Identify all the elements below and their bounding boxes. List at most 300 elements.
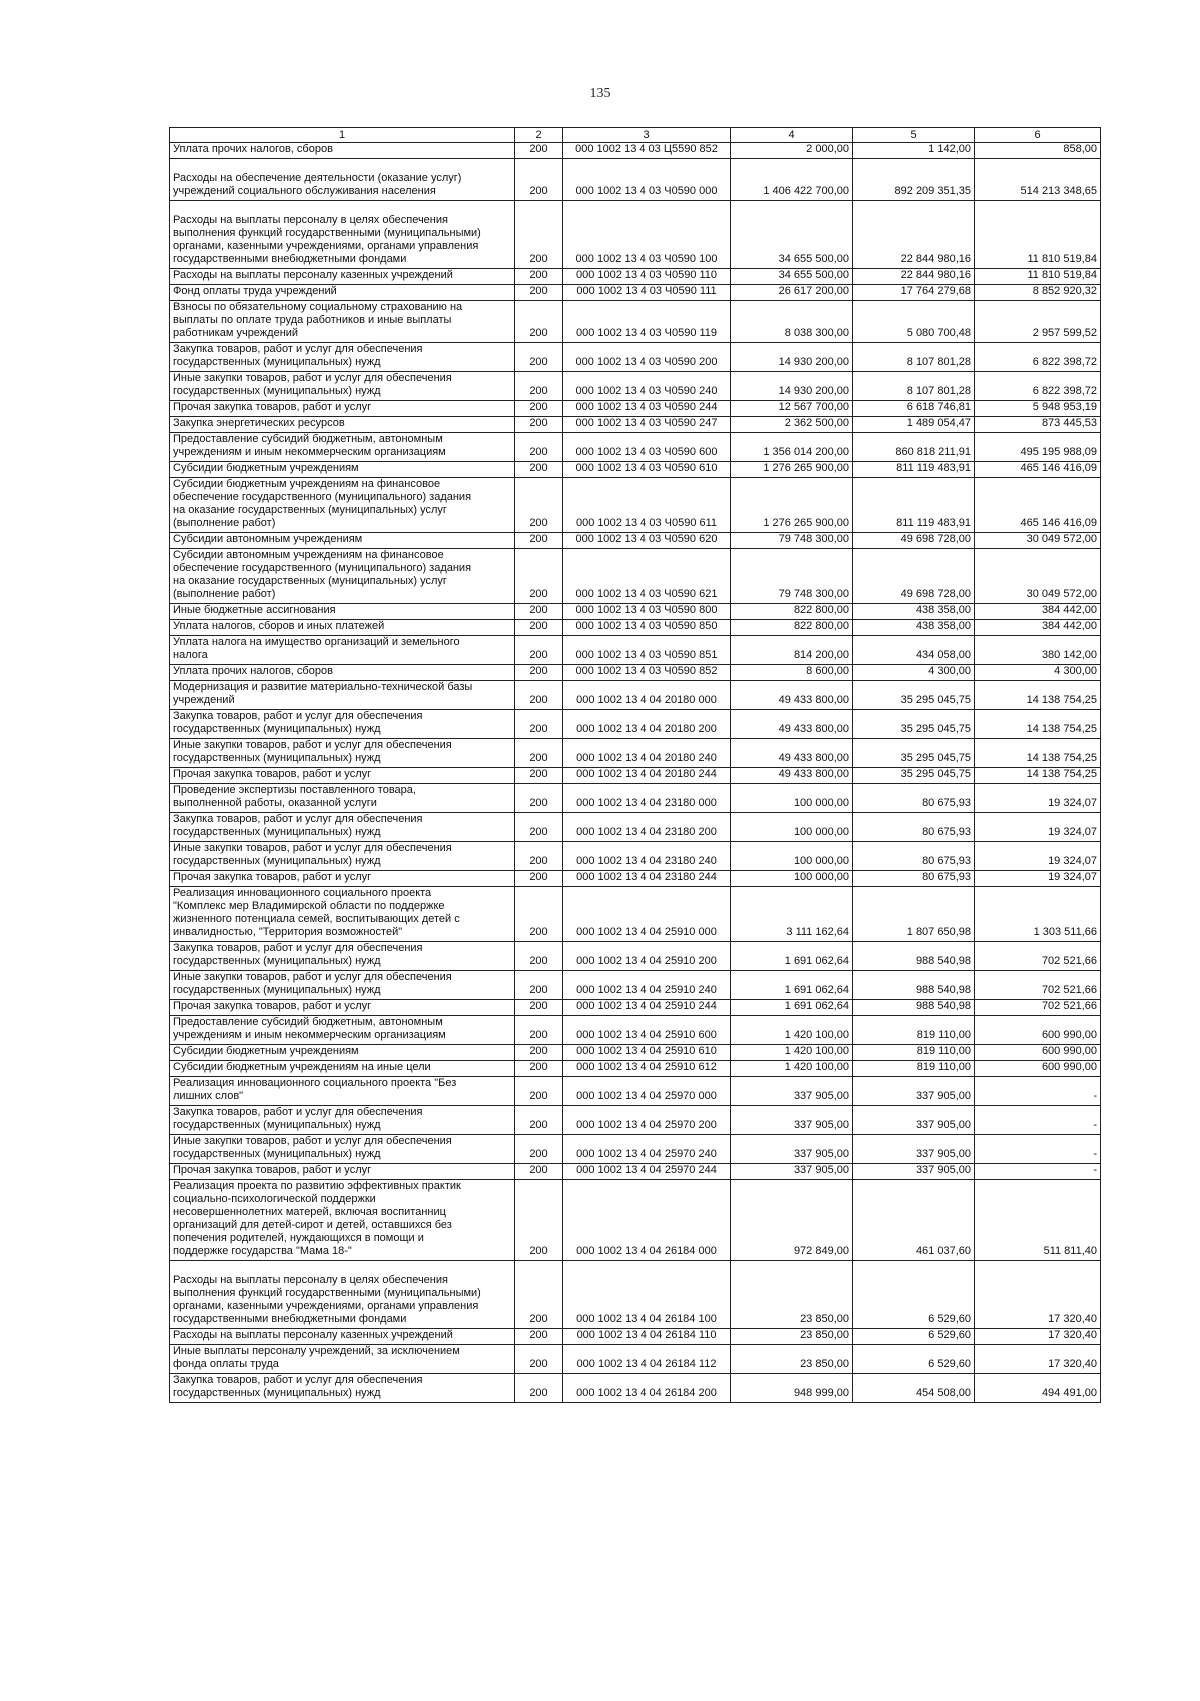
row-amount-5: 35 295 045,75 <box>853 710 975 739</box>
row-name: Закупка товаров, работ и услуг для обеспечения государственных (муниципальных) нужд <box>170 942 515 971</box>
row-amount-6: 702 521,66 <box>975 942 1101 971</box>
row-name: Реализация проекта по развитию эффективных практик социально-психологической поддержки несовершеннолетних матерей, включая воспитанниц организаций для детей-сирот и детей, оставшихся без попечения родителей, нуждающихся в помощи и поддержке государства "Мама 18-" <box>170 1180 515 1261</box>
row-amount-4: 337 905,00 <box>731 1164 853 1180</box>
row-code: 000 1002 13 4 04 25970 000 <box>563 1077 731 1106</box>
row-code: 000 1002 13 4 03 Ч0590 800 <box>563 604 731 620</box>
row-name: Расходы на выплаты персоналу в целях обеспечения выполнения функций государственными (муниципальными) органами, казенными учреждениями, органами управления государственными внебюджетными фондами <box>170 201 515 269</box>
row-amount-5: 811 119 483,91 <box>853 462 975 478</box>
row-code: 000 1002 13 4 04 26184 200 <box>563 1374 731 1403</box>
column-header-2: 2 <box>515 128 563 143</box>
row-amount-4: 49 433 800,00 <box>731 739 853 768</box>
row-amount-5: 80 675,93 <box>853 842 975 871</box>
row-amount-4: 3 111 162,64 <box>731 887 853 942</box>
row-code: 000 1002 13 4 04 25910 600 <box>563 1016 731 1045</box>
row-grbs: 200 <box>515 604 563 620</box>
row-code: 000 1002 13 4 04 25970 240 <box>563 1135 731 1164</box>
row-amount-6: 702 521,66 <box>975 971 1101 1000</box>
row-amount-5: 6 529,60 <box>853 1329 975 1345</box>
table-row <box>170 143 1101 159</box>
table-row <box>170 665 1101 681</box>
row-code: 000 1002 13 4 04 25910 200 <box>563 942 731 971</box>
row-amount-6: 14 138 754,25 <box>975 768 1101 784</box>
row-amount-6: 4 300,00 <box>975 665 1101 681</box>
row-grbs: 200 <box>515 549 563 604</box>
row-grbs: 200 <box>515 285 563 301</box>
row-amount-5: 454 508,00 <box>853 1374 975 1403</box>
row-code: 000 1002 13 4 04 23180 240 <box>563 842 731 871</box>
row-amount-6: 19 324,07 <box>975 813 1101 842</box>
row-amount-5: 438 358,00 <box>853 604 975 620</box>
row-amount-6: 5 948 953,19 <box>975 401 1101 417</box>
row-amount-6: 858,00 <box>975 143 1101 159</box>
row-amount-4: 1 356 014 200,00 <box>731 433 853 462</box>
row-amount-6: 30 049 572,00 <box>975 549 1101 604</box>
row-amount-4: 337 905,00 <box>731 1135 853 1164</box>
table-row <box>170 871 1101 887</box>
row-grbs: 200 <box>515 1164 563 1180</box>
row-code: 000 1002 13 4 04 25910 240 <box>563 971 731 1000</box>
row-grbs: 200 <box>515 768 563 784</box>
row-code: 000 1002 13 4 04 20180 000 <box>563 681 731 710</box>
row-amount-6: 873 445,53 <box>975 417 1101 433</box>
row-amount-5: 461 037,60 <box>853 1180 975 1261</box>
row-amount-6: 19 324,07 <box>975 842 1101 871</box>
row-grbs: 200 <box>515 269 563 285</box>
row-code: 000 1002 13 4 03 Ч0590 111 <box>563 285 731 301</box>
row-code: 000 1002 13 4 03 Ч0590 600 <box>563 433 731 462</box>
table-row <box>170 478 1101 533</box>
row-amount-5: 988 540,98 <box>853 1000 975 1016</box>
row-amount-5: 35 295 045,75 <box>853 768 975 784</box>
row-grbs: 200 <box>515 462 563 478</box>
row-amount-6: 2 957 599,52 <box>975 301 1101 343</box>
row-amount-6: 1 303 511,66 <box>975 887 1101 942</box>
row-amount-4: 49 433 800,00 <box>731 681 853 710</box>
row-amount-6: 495 195 988,09 <box>975 433 1101 462</box>
row-name: Закупка товаров, работ и услуг для обеспечения государственных (муниципальных) нужд <box>170 343 515 372</box>
row-amount-4: 79 748 300,00 <box>731 533 853 549</box>
row-grbs: 200 <box>515 1345 563 1374</box>
row-name: Фонд оплаты труда учреждений <box>170 285 515 301</box>
table-row <box>170 1016 1101 1045</box>
row-code: 000 1002 13 4 04 23180 000 <box>563 784 731 813</box>
row-amount-4: 2 000,00 <box>731 143 853 159</box>
row-amount-4: 34 655 500,00 <box>731 201 853 269</box>
row-name: Иные выплаты персоналу учреждений, за исключением фонда оплаты труда <box>170 1345 515 1374</box>
row-amount-6: 8 852 920,32 <box>975 285 1101 301</box>
row-name: Субсидии автономным учреждениям на финансовое обеспечение государственного (муниципального) задания на оказание государственных (муниципальных) услуг (выполнение работ) <box>170 549 515 604</box>
row-amount-4: 1 691 062,64 <box>731 1000 853 1016</box>
row-name: Взносы по обязательному социальному страхованию на выплаты по оплате труда работников и иные выплаты работникам учреждений <box>170 301 515 343</box>
row-amount-4: 822 800,00 <box>731 604 853 620</box>
row-amount-6: 380 142,00 <box>975 636 1101 665</box>
row-amount-6: 702 521,66 <box>975 1000 1101 1016</box>
row-grbs: 200 <box>515 813 563 842</box>
column-header-1: 1 <box>170 128 515 143</box>
row-code: 000 1002 13 4 03 Ц5590 852 <box>563 143 731 159</box>
row-amount-4: 1 420 100,00 <box>731 1045 853 1061</box>
row-name: Уплата налога на имущество организаций и земельного налога <box>170 636 515 665</box>
row-name: Уплата прочих налогов, сборов <box>170 143 515 159</box>
table-row <box>170 301 1101 343</box>
row-amount-4: 26 617 200,00 <box>731 285 853 301</box>
row-name: Субсидии бюджетным учреждениям на финансовое обеспечение государственного (муниципального) задания на оказание государственных (муниципальных) услуг (выполнение работ) <box>170 478 515 533</box>
row-amount-5: 6 529,60 <box>853 1345 975 1374</box>
row-amount-4: 100 000,00 <box>731 784 853 813</box>
row-name: Иные закупки товаров, работ и услуг для обеспечения государственных (муниципальных) нужд <box>170 842 515 871</box>
row-name: Прочая закупка товаров, работ и услуг <box>170 1164 515 1180</box>
row-amount-6: - <box>975 1135 1101 1164</box>
row-amount-6: 511 811,40 <box>975 1180 1101 1261</box>
table-row <box>170 343 1101 372</box>
row-amount-6: 6 822 398,72 <box>975 372 1101 401</box>
row-amount-4: 1 420 100,00 <box>731 1061 853 1077</box>
row-name: Прочая закупка товаров, работ и услуг <box>170 401 515 417</box>
row-grbs: 200 <box>515 201 563 269</box>
row-amount-6: 19 324,07 <box>975 784 1101 813</box>
row-code: 000 1002 13 4 03 Ч0590 610 <box>563 462 731 478</box>
table-body <box>170 128 1101 1403</box>
row-grbs: 200 <box>515 1000 563 1016</box>
row-amount-6: 384 442,00 <box>975 604 1101 620</box>
row-amount-6: 14 138 754,25 <box>975 681 1101 710</box>
row-amount-4: 814 200,00 <box>731 636 853 665</box>
row-grbs: 200 <box>515 887 563 942</box>
row-amount-4: 948 999,00 <box>731 1374 853 1403</box>
row-grbs: 200 <box>515 401 563 417</box>
row-amount-5: 337 905,00 <box>853 1164 975 1180</box>
row-grbs: 200 <box>515 842 563 871</box>
row-name: Иные закупки товаров, работ и услуг для обеспечения государственных (муниципальных) нужд <box>170 971 515 1000</box>
row-code: 000 1002 13 4 04 25910 000 <box>563 887 731 942</box>
table-row <box>170 636 1101 665</box>
row-amount-4: 1 276 265 900,00 <box>731 462 853 478</box>
row-amount-5: 8 107 801,28 <box>853 372 975 401</box>
table-row <box>170 1329 1101 1345</box>
row-name: Закупка товаров, работ и услуг для обеспечения государственных (муниципальных) нужд <box>170 813 515 842</box>
table-row <box>170 842 1101 871</box>
row-grbs: 200 <box>515 1106 563 1135</box>
row-code: 000 1002 13 4 04 20180 200 <box>563 710 731 739</box>
row-amount-5: 337 905,00 <box>853 1077 975 1106</box>
row-name: Реализация инновационного социального проекта "Комплекс мер Владимирской области по поддержке жизненного потенциала семей, воспитывающих детей с инвалидностью, "Территория возможностей" <box>170 887 515 942</box>
table-row <box>170 681 1101 710</box>
row-grbs: 200 <box>515 433 563 462</box>
row-grbs: 200 <box>515 871 563 887</box>
row-name: Закупка энергетических ресурсов <box>170 417 515 433</box>
row-code: 000 1002 13 4 04 25970 200 <box>563 1106 731 1135</box>
row-grbs: 200 <box>515 159 563 201</box>
row-name: Закупка товаров, работ и услуг для обеспечения государственных (муниципальных) нужд <box>170 1106 515 1135</box>
row-amount-4: 79 748 300,00 <box>731 549 853 604</box>
table-row <box>170 462 1101 478</box>
row-amount-4: 972 849,00 <box>731 1180 853 1261</box>
row-name: Прочая закупка товаров, работ и услуг <box>170 871 515 887</box>
table-row <box>170 549 1101 604</box>
row-amount-5: 35 295 045,75 <box>853 681 975 710</box>
row-amount-4: 1 406 422 700,00 <box>731 159 853 201</box>
column-header-4: 4 <box>731 128 853 143</box>
row-name: Модернизация и развитие материально-технической базы учреждений <box>170 681 515 710</box>
row-amount-6: 514 213 348,65 <box>975 159 1101 201</box>
row-code: 000 1002 13 4 04 20180 240 <box>563 739 731 768</box>
table-row <box>170 1164 1101 1180</box>
column-header-5: 5 <box>853 128 975 143</box>
row-code: 000 1002 13 4 03 Ч0590 200 <box>563 343 731 372</box>
row-amount-5: 988 540,98 <box>853 942 975 971</box>
row-amount-5: 8 107 801,28 <box>853 343 975 372</box>
row-grbs: 200 <box>515 533 563 549</box>
row-amount-4: 23 850,00 <box>731 1329 853 1345</box>
row-amount-5: 17 764 279,68 <box>853 285 975 301</box>
table-row <box>170 971 1101 1000</box>
table-row <box>170 710 1101 739</box>
table-row <box>170 739 1101 768</box>
row-amount-5: 892 209 351,35 <box>853 159 975 201</box>
table-row <box>170 813 1101 842</box>
row-grbs: 200 <box>515 372 563 401</box>
table-row <box>170 1135 1101 1164</box>
row-amount-5: 819 110,00 <box>853 1045 975 1061</box>
row-amount-6: 11 810 519,84 <box>975 201 1101 269</box>
row-name: Уплата налогов, сборов и иных платежей <box>170 620 515 636</box>
row-name: Расходы на выплаты персоналу казенных учреждений <box>170 269 515 285</box>
row-code: 000 1002 13 4 04 26184 112 <box>563 1345 731 1374</box>
row-amount-5: 6 618 746,81 <box>853 401 975 417</box>
row-grbs: 200 <box>515 971 563 1000</box>
row-amount-6: 600 990,00 <box>975 1045 1101 1061</box>
row-amount-5: 1 807 650,98 <box>853 887 975 942</box>
row-amount-4: 1 691 062,64 <box>731 942 853 971</box>
column-header-row <box>170 128 1101 143</box>
row-grbs: 200 <box>515 681 563 710</box>
row-amount-4: 337 905,00 <box>731 1077 853 1106</box>
row-code: 000 1002 13 4 04 23180 244 <box>563 871 731 887</box>
row-code: 000 1002 13 4 03 Ч0590 851 <box>563 636 731 665</box>
row-amount-5: 80 675,93 <box>853 871 975 887</box>
row-name: Иные закупки товаров, работ и услуг для обеспечения государственных (муниципальных) нужд <box>170 372 515 401</box>
table-row <box>170 401 1101 417</box>
row-grbs: 200 <box>515 343 563 372</box>
row-code: 000 1002 13 4 03 Ч0590 850 <box>563 620 731 636</box>
row-name: Уплата прочих налогов, сборов <box>170 665 515 681</box>
table-row <box>170 768 1101 784</box>
row-code: 000 1002 13 4 04 26184 110 <box>563 1329 731 1345</box>
table-row <box>170 159 1101 201</box>
row-amount-4: 822 800,00 <box>731 620 853 636</box>
row-code: 000 1002 13 4 03 Ч0590 611 <box>563 478 731 533</box>
row-amount-6: 465 146 416,09 <box>975 462 1101 478</box>
row-code: 000 1002 13 4 04 23180 200 <box>563 813 731 842</box>
row-amount-4: 49 433 800,00 <box>731 768 853 784</box>
row-code: 000 1002 13 4 04 20180 244 <box>563 768 731 784</box>
row-amount-5: 22 844 980,16 <box>853 201 975 269</box>
column-header-3: 3 <box>563 128 731 143</box>
row-code: 000 1002 13 4 04 25910 610 <box>563 1045 731 1061</box>
row-amount-4: 23 850,00 <box>731 1261 853 1329</box>
table-row <box>170 201 1101 269</box>
table-row <box>170 533 1101 549</box>
row-amount-4: 1 276 265 900,00 <box>731 478 853 533</box>
row-amount-4: 23 850,00 <box>731 1345 853 1374</box>
row-grbs: 200 <box>515 1045 563 1061</box>
row-grbs: 200 <box>515 1329 563 1345</box>
row-name: Субсидии бюджетным учреждениям <box>170 1045 515 1061</box>
row-name: Расходы на выплаты персоналу казенных учреждений <box>170 1329 515 1345</box>
row-grbs: 200 <box>515 710 563 739</box>
row-code: 000 1002 13 4 03 Ч0590 244 <box>563 401 731 417</box>
row-amount-6: 14 138 754,25 <box>975 739 1101 768</box>
row-grbs: 200 <box>515 1374 563 1403</box>
row-amount-5: 819 110,00 <box>853 1016 975 1045</box>
row-amount-4: 49 433 800,00 <box>731 710 853 739</box>
row-name: Расходы на выплаты персоналу в целях обеспечения выполнения функций государственными (муниципальными) органами, казенными учреждениями, органами управления государственными внебюджетными фондами <box>170 1261 515 1329</box>
row-amount-6: 30 049 572,00 <box>975 533 1101 549</box>
row-amount-6: 494 491,00 <box>975 1374 1101 1403</box>
row-amount-5: 988 540,98 <box>853 971 975 1000</box>
row-name: Предоставление субсидий бюджетным, автономным учреждениям и иным некоммерческим организациям <box>170 1016 515 1045</box>
row-amount-5: 1 489 054,47 <box>853 417 975 433</box>
row-grbs: 200 <box>515 665 563 681</box>
row-grbs: 200 <box>515 1180 563 1261</box>
row-amount-4: 100 000,00 <box>731 871 853 887</box>
row-amount-4: 8 038 300,00 <box>731 301 853 343</box>
row-grbs: 200 <box>515 739 563 768</box>
row-amount-6: - <box>975 1106 1101 1135</box>
row-amount-6: 600 990,00 <box>975 1016 1101 1045</box>
row-amount-4: 14 930 200,00 <box>731 372 853 401</box>
row-amount-6: - <box>975 1164 1101 1180</box>
row-name: Прочая закупка товаров, работ и услуг <box>170 768 515 784</box>
row-amount-4: 1 691 062,64 <box>731 971 853 1000</box>
table-row <box>170 417 1101 433</box>
row-grbs: 200 <box>515 620 563 636</box>
row-amount-6: 600 990,00 <box>975 1061 1101 1077</box>
row-code: 000 1002 13 4 03 Ч0590 247 <box>563 417 731 433</box>
row-grbs: 200 <box>515 942 563 971</box>
row-name: Расходы на обеспечение деятельности (оказание услуг) учреждений социального обслуживания населения <box>170 159 515 201</box>
table-row <box>170 1374 1101 1403</box>
row-name: Иные бюджетные ассигнования <box>170 604 515 620</box>
row-grbs: 200 <box>515 301 563 343</box>
page-number: 135 <box>589 86 611 101</box>
row-code: 000 1002 13 4 03 Ч0590 852 <box>563 665 731 681</box>
table-row <box>170 269 1101 285</box>
row-amount-5: 811 119 483,91 <box>853 478 975 533</box>
row-amount-5: 819 110,00 <box>853 1061 975 1077</box>
row-amount-5: 35 295 045,75 <box>853 739 975 768</box>
row-name: Субсидии автономным учреждениям <box>170 533 515 549</box>
table-row <box>170 1261 1101 1329</box>
row-name: Закупка товаров, работ и услуг для обеспечения государственных (муниципальных) нужд <box>170 710 515 739</box>
row-amount-4: 1 420 100,00 <box>731 1016 853 1045</box>
row-grbs: 200 <box>515 478 563 533</box>
budget-table <box>169 127 1101 1403</box>
row-code: 000 1002 13 4 03 Ч0590 100 <box>563 201 731 269</box>
row-amount-5: 80 675,93 <box>853 813 975 842</box>
row-amount-5: 4 300,00 <box>853 665 975 681</box>
table-row <box>170 1077 1101 1106</box>
row-name: Предоставление субсидий бюджетным, автономным учреждениям и иным некоммерческим организациям <box>170 433 515 462</box>
row-amount-5: 5 080 700,48 <box>853 301 975 343</box>
row-name: Иные закупки товаров, работ и услуг для обеспечения государственных (муниципальных) нужд <box>170 1135 515 1164</box>
table-row <box>170 433 1101 462</box>
row-amount-5: 438 358,00 <box>853 620 975 636</box>
row-code: 000 1002 13 4 04 25970 244 <box>563 1164 731 1180</box>
row-code: 000 1002 13 4 04 26184 000 <box>563 1180 731 1261</box>
table-row <box>170 620 1101 636</box>
row-amount-6: 14 138 754,25 <box>975 710 1101 739</box>
row-grbs: 200 <box>515 143 563 159</box>
row-amount-6: 465 146 416,09 <box>975 478 1101 533</box>
row-amount-6: 19 324,07 <box>975 871 1101 887</box>
row-name: Закупка товаров, работ и услуг для обеспечения государственных (муниципальных) нужд <box>170 1374 515 1403</box>
row-amount-4: 14 930 200,00 <box>731 343 853 372</box>
row-code: 000 1002 13 4 04 26184 100 <box>563 1261 731 1329</box>
row-amount-6: 17 320,40 <box>975 1261 1101 1329</box>
table-row <box>170 1061 1101 1077</box>
row-amount-5: 337 905,00 <box>853 1135 975 1164</box>
row-code: 000 1002 13 4 04 25910 244 <box>563 1000 731 1016</box>
row-amount-6: 17 320,40 <box>975 1329 1101 1345</box>
row-name: Реализация инновационного социального проекта "Без лишних слов" <box>170 1077 515 1106</box>
row-grbs: 200 <box>515 636 563 665</box>
row-name: Субсидии бюджетным учреждениям <box>170 462 515 478</box>
row-grbs: 200 <box>515 1135 563 1164</box>
row-code: 000 1002 13 4 04 25910 612 <box>563 1061 731 1077</box>
row-amount-4: 34 655 500,00 <box>731 269 853 285</box>
table-row <box>170 784 1101 813</box>
table-row <box>170 285 1101 301</box>
row-name: Прочая закупка товаров, работ и услуг <box>170 1000 515 1016</box>
row-amount-5: 6 529,60 <box>853 1261 975 1329</box>
row-name: Иные закупки товаров, работ и услуг для обеспечения государственных (муниципальных) нужд <box>170 739 515 768</box>
row-grbs: 200 <box>515 1016 563 1045</box>
row-name: Субсидии бюджетным учреждениям на иные цели <box>170 1061 515 1077</box>
table-row <box>170 1045 1101 1061</box>
row-amount-4: 337 905,00 <box>731 1106 853 1135</box>
row-code: 000 1002 13 4 03 Ч0590 621 <box>563 549 731 604</box>
row-grbs: 200 <box>515 1261 563 1329</box>
row-grbs: 200 <box>515 417 563 433</box>
row-name: Проведение экспертизы поставленного товара, выполненной работы, оказанной услуги <box>170 784 515 813</box>
row-amount-5: 860 818 211,91 <box>853 433 975 462</box>
row-amount-6: 384 442,00 <box>975 620 1101 636</box>
table-row <box>170 372 1101 401</box>
row-amount-6: - <box>975 1077 1101 1106</box>
column-header-6: 6 <box>975 128 1101 143</box>
table-row <box>170 1180 1101 1261</box>
row-amount-5: 434 058,00 <box>853 636 975 665</box>
table-row <box>170 1000 1101 1016</box>
row-code: 000 1002 13 4 03 Ч0590 240 <box>563 372 731 401</box>
row-amount-5: 80 675,93 <box>853 784 975 813</box>
row-grbs: 200 <box>515 1077 563 1106</box>
row-amount-4: 12 567 700,00 <box>731 401 853 417</box>
row-amount-5: 49 698 728,00 <box>853 549 975 604</box>
row-amount-4: 2 362 500,00 <box>731 417 853 433</box>
row-grbs: 200 <box>515 1061 563 1077</box>
table-row <box>170 942 1101 971</box>
row-amount-5: 1 142,00 <box>853 143 975 159</box>
row-code: 000 1002 13 4 03 Ч0590 000 <box>563 159 731 201</box>
row-amount-6: 11 810 519,84 <box>975 269 1101 285</box>
row-code: 000 1002 13 4 03 Ч0590 119 <box>563 301 731 343</box>
row-amount-4: 100 000,00 <box>731 842 853 871</box>
row-grbs: 200 <box>515 784 563 813</box>
row-amount-4: 8 600,00 <box>731 665 853 681</box>
row-amount-6: 17 320,40 <box>975 1345 1101 1374</box>
